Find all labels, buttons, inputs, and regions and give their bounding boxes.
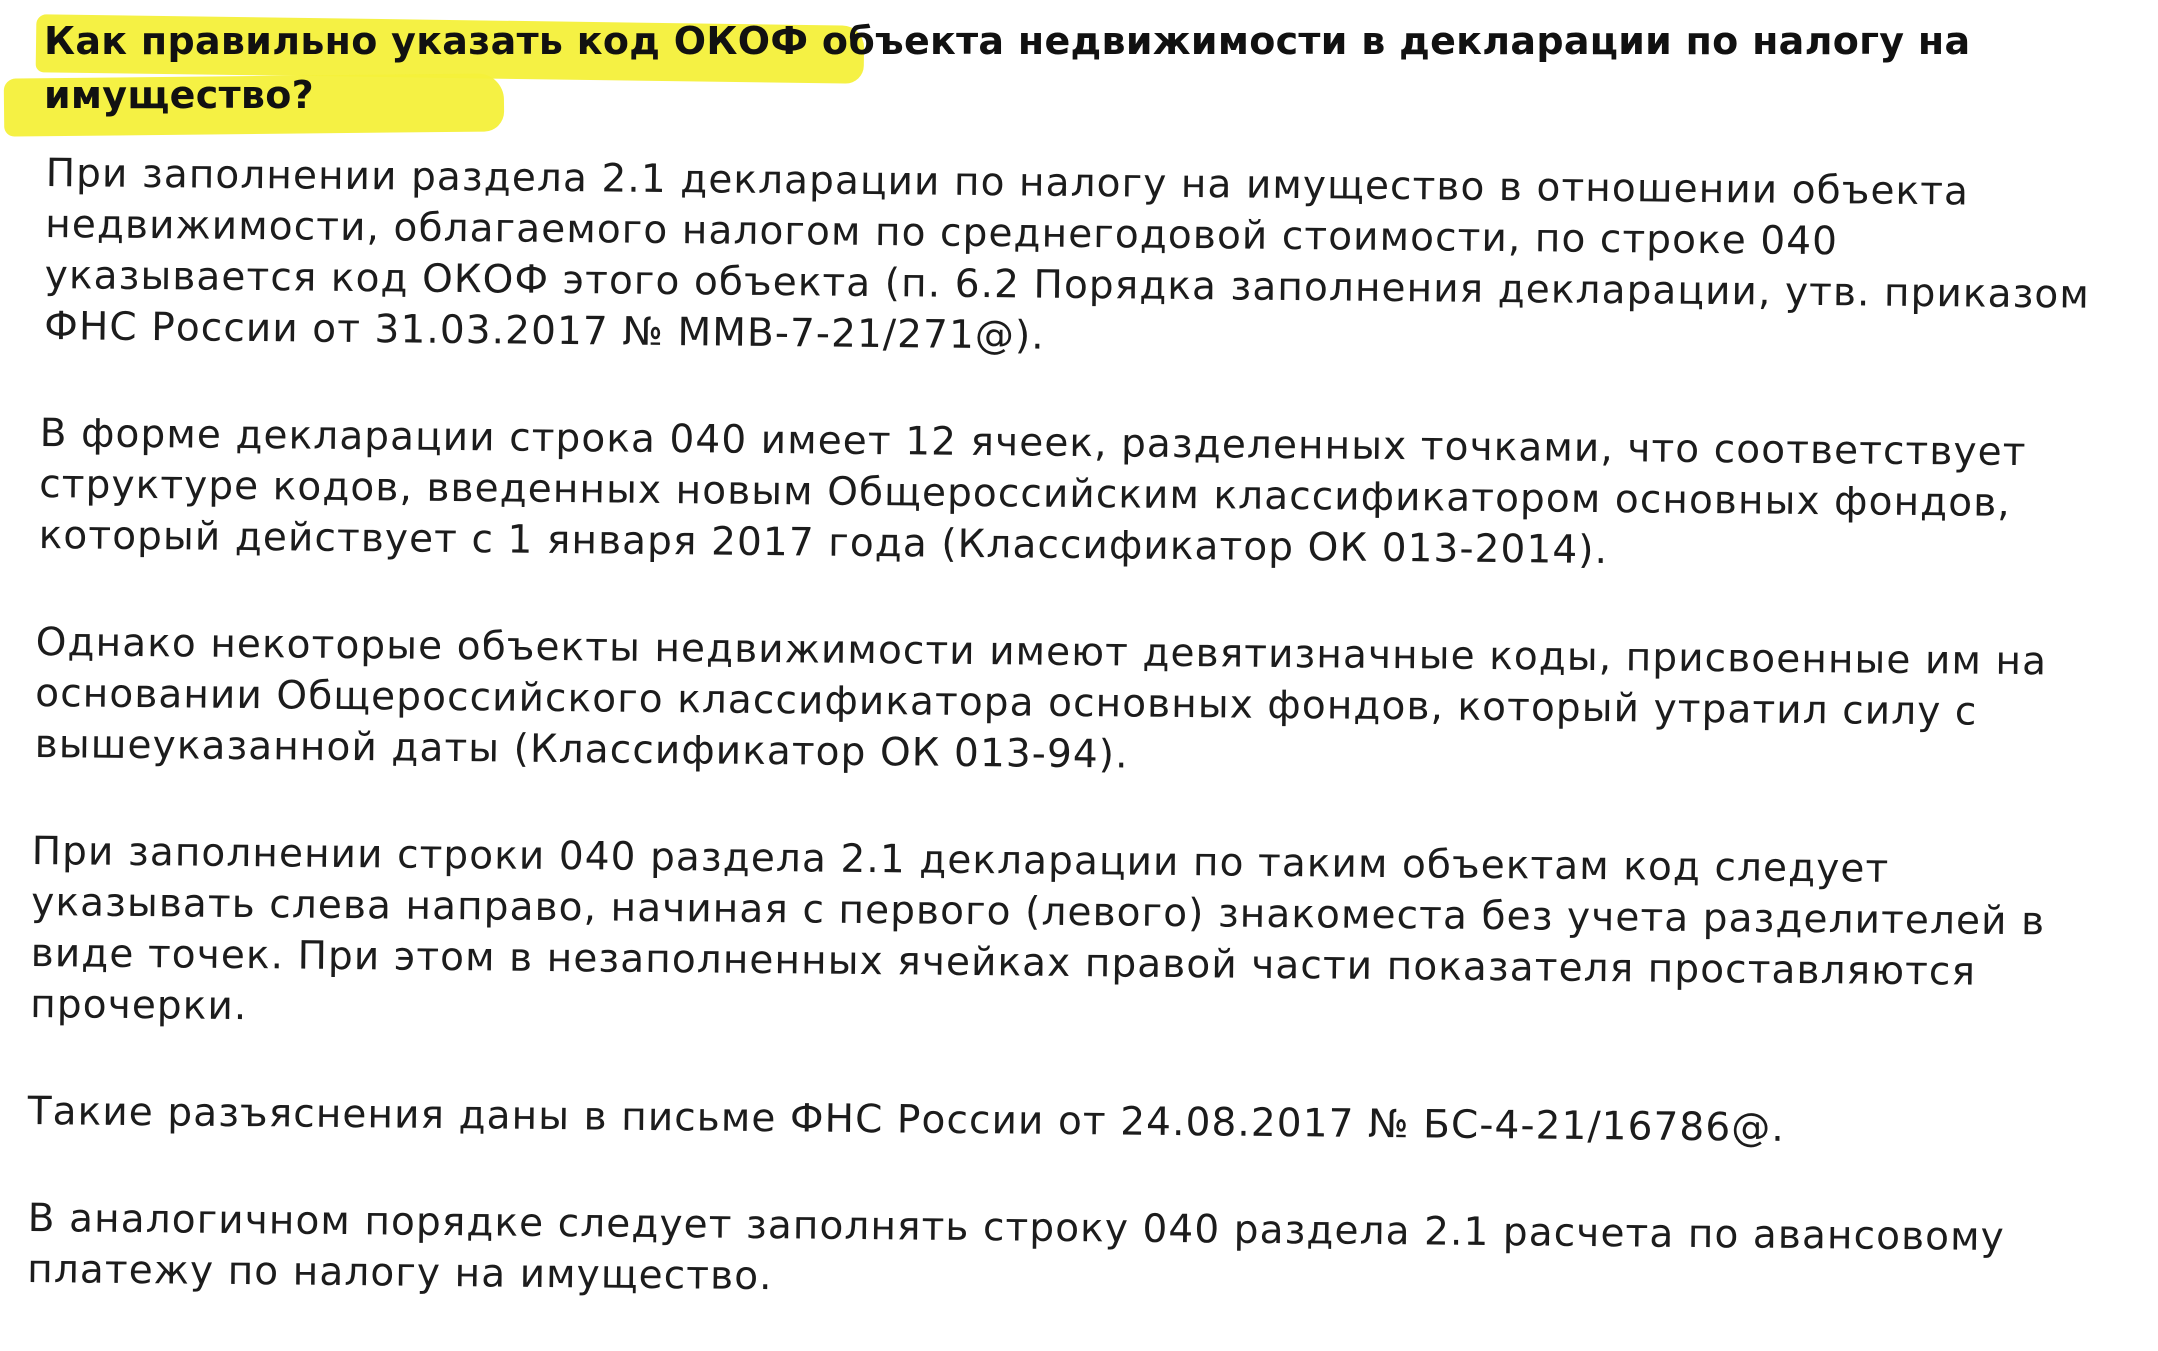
paragraph-3: Однако некоторые объекты недвижимости имеют девятизначные коды, присвоенные им на основании Общероссийского классификатора основных фондов, который утратил силу с вышеуказанной даты (Классификатор ОК 013-94).	[34, 619, 2048, 778]
paragraph-5: Такие разъяснения даны в письме ФНС России от 24.08.2017 № БС-4-21/16786@.	[27, 1088, 1786, 1151]
paragraph-6: В аналогичном порядке следует заполнять строку 040 раздела 2.1 расчета по авансовому платежу по налогу на имущество.	[27, 1195, 2006, 1300]
document-title: Как правильно указать код ОКОФ объекта недвижимости в декларации по налогу на имущество?	[44, 19, 1971, 117]
document-body	[27, 148, 2112, 1351]
paragraph-4: При заполнении строки 040 раздела 2.1 декларации по таким объектам код следует указывать слева направо, начиная с первого (левого) знакоместа без учета разделителей в виде точек. При этом в незаполненных ячейках правой части показателя проставляются прочерки.	[30, 828, 2046, 1030]
paragraph-2: В форме декларации строка 040 имеет 12 ячеек, разделенных точками, что соответствует структуре кодов, введенных новым Общероссийским классификатором основных фондов, который действует с 1 января 2017 года (Классификатор ОК 013-2014).	[38, 410, 2027, 574]
paragraph-1: При заполнении раздела 2.1 декларации по налогу на имущество в отношении объекта недвижимости, облагаемого налогом по среднегодовой стоимости, по строке 040 указывается код ОКОФ этого объекта (п. 6.2 Порядка заполнения декларации, утв. приказом ФНС России от 31.03.2017 № ММВ-7-21/271@).	[44, 150, 2091, 359]
title-block	[44, 14, 2124, 122]
